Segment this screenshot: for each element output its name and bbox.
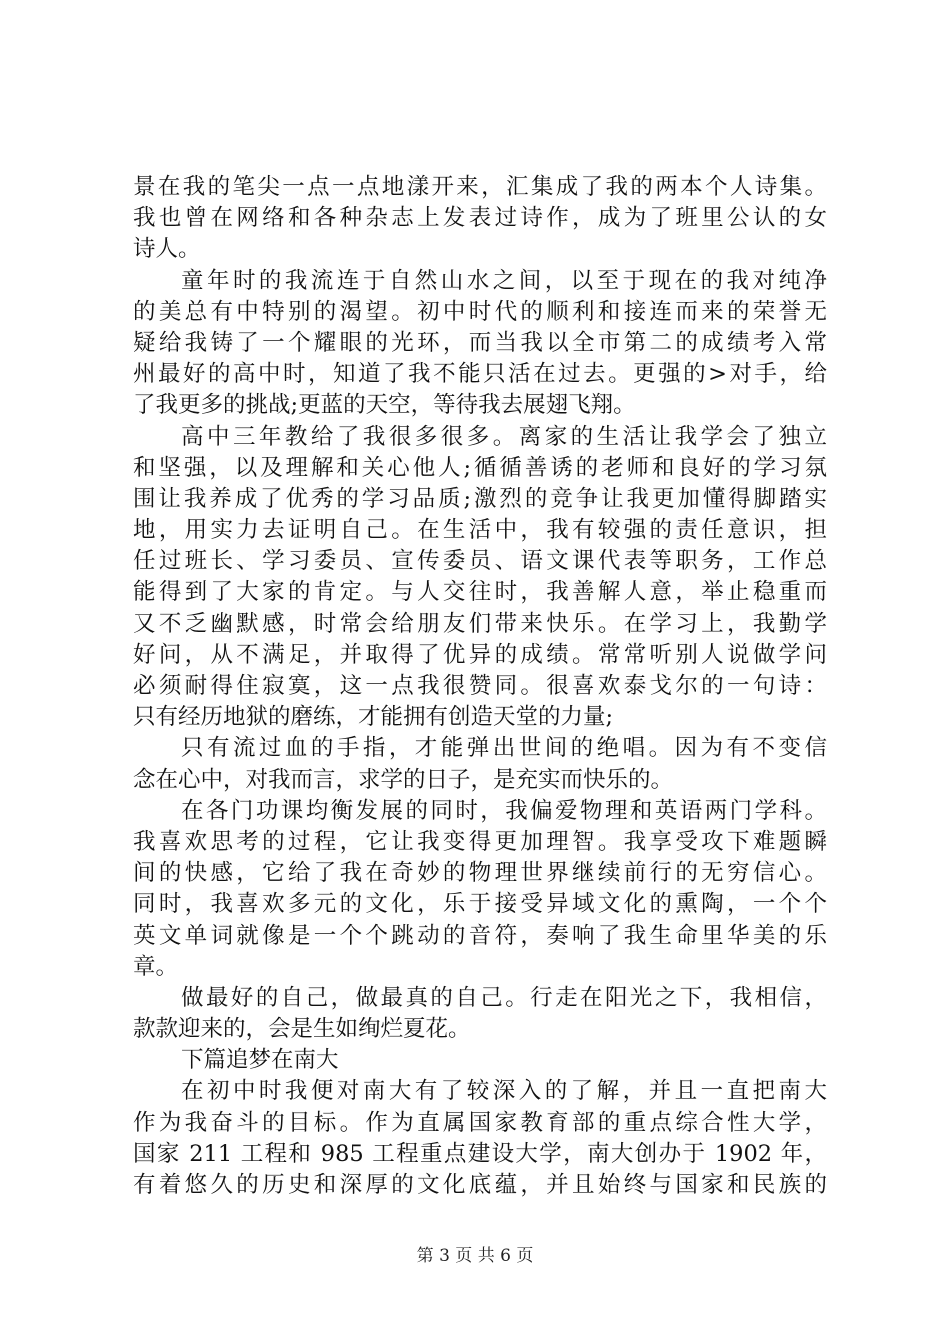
text-line: 做最好的自己，做最真的自己。行走在阳光之下，我相信， [181,984,827,1011]
text-line: 的美总有中特别的渴望。初中时代的顺利和接连而来的荣誉无 [133,298,827,325]
text-line: 诗人。 [133,236,201,263]
text-line: 又不乏幽默感，时常会给朋友们带来快乐。在学习上，我勤学 [133,610,827,637]
text-line: 只有经历地狱的磨练，才能拥有创造天堂的力量; [133,704,614,731]
text-line: 只有流过血的手指，才能弹出世间的绝唱。因为有不变信 [181,735,827,762]
text-line: 间的快感，它给了我在奇妙的物理世界继续前行的无穷信心。 [133,860,827,887]
text-line: 高中三年教给了我很多很多。离家的生活让我学会了独立 [181,423,827,450]
section-heading: 下篇追梦在南大 [181,1047,339,1074]
text-line: 同时，我喜欢多元的文化，乐于接受异域文化的熏陶，一个个 [133,891,827,918]
text-line: 款款迎来的，会是生如绚烂夏花。 [133,1016,471,1043]
text-line: 在初中时我便对南大有了较深入的了解，并且一直把南大 [181,1078,827,1105]
text-line: 章。 [133,953,179,980]
text-line: 童年时的我流连于自然山水之间，以至于现在的我对纯净 [181,267,827,294]
text-line: 作为我奋斗的目标。作为直属国家教育部的重点综合性大学， [133,1109,827,1136]
text-line: 疑给我铸了一个耀眼的光环，而当我以全市第二的成绩考入常 [133,329,827,356]
text-line: 好问，从不满足，并取得了优异的成绩。常常听别人说做学问 [133,641,827,668]
text-line: 能得到了大家的肯定。与人交往时，我善解人意，举止稳重而 [133,579,827,606]
text-line: 念在心中，对我而言，求学的日子，是充实而快乐的。 [133,766,674,793]
text-line: 和坚强，以及理解和关心他人;循循善诱的老师和良好的学习氛 [133,454,827,481]
text-line: 州最好的高中时，知道了我不能只活在过去。更强的>对手，给 [133,361,827,388]
text-line: 国家 211 工程和 985 工程重点建设大学，南大创办于 1902 年， [133,1140,827,1167]
text-line: 围让我养成了优秀的学习品质;激烈的竞争让我更加懂得脚踏实 [133,485,827,512]
text-line: 在各门功课均衡发展的同时，我偏爱物理和英语两门学科。 [181,797,827,824]
text-line: 了我更多的挑战;更蓝的天空，等待我去展翅飞翔。 [133,392,636,419]
text-line: 我喜欢思考的过程，它让我变得更加理智。我享受攻下难题瞬 [133,828,827,855]
text-line: 地，用实力去证明自己。在生活中，我有较强的责任意识，担 [133,517,827,544]
text-line: 我也曾在网络和各种杂志上发表过诗作，成为了班里公认的女 [133,205,827,232]
page-number-footer: 第 3 页 共 6 页 [416,1246,534,1266]
text-line: 英文单词就像是一个个跳动的音符，奏响了我生命里华美的乐 [133,922,827,949]
body-text [133,172,827,1201]
text-line: 有着悠久的历史和深厚的文化底蕴，并且始终与国家和民族的 [133,1172,827,1198]
text-line: 任过班长、学习委员、宣传委员、语文课代表等职务，工作总 [133,548,827,575]
text-line: 必须耐得住寂寞，这一点我很赞同。很喜欢泰戈尔的一句诗： [133,673,827,699]
text-line: 景在我的笔尖一点一点地漾开来，汇集成了我的两本个人诗集。 [133,174,827,200]
